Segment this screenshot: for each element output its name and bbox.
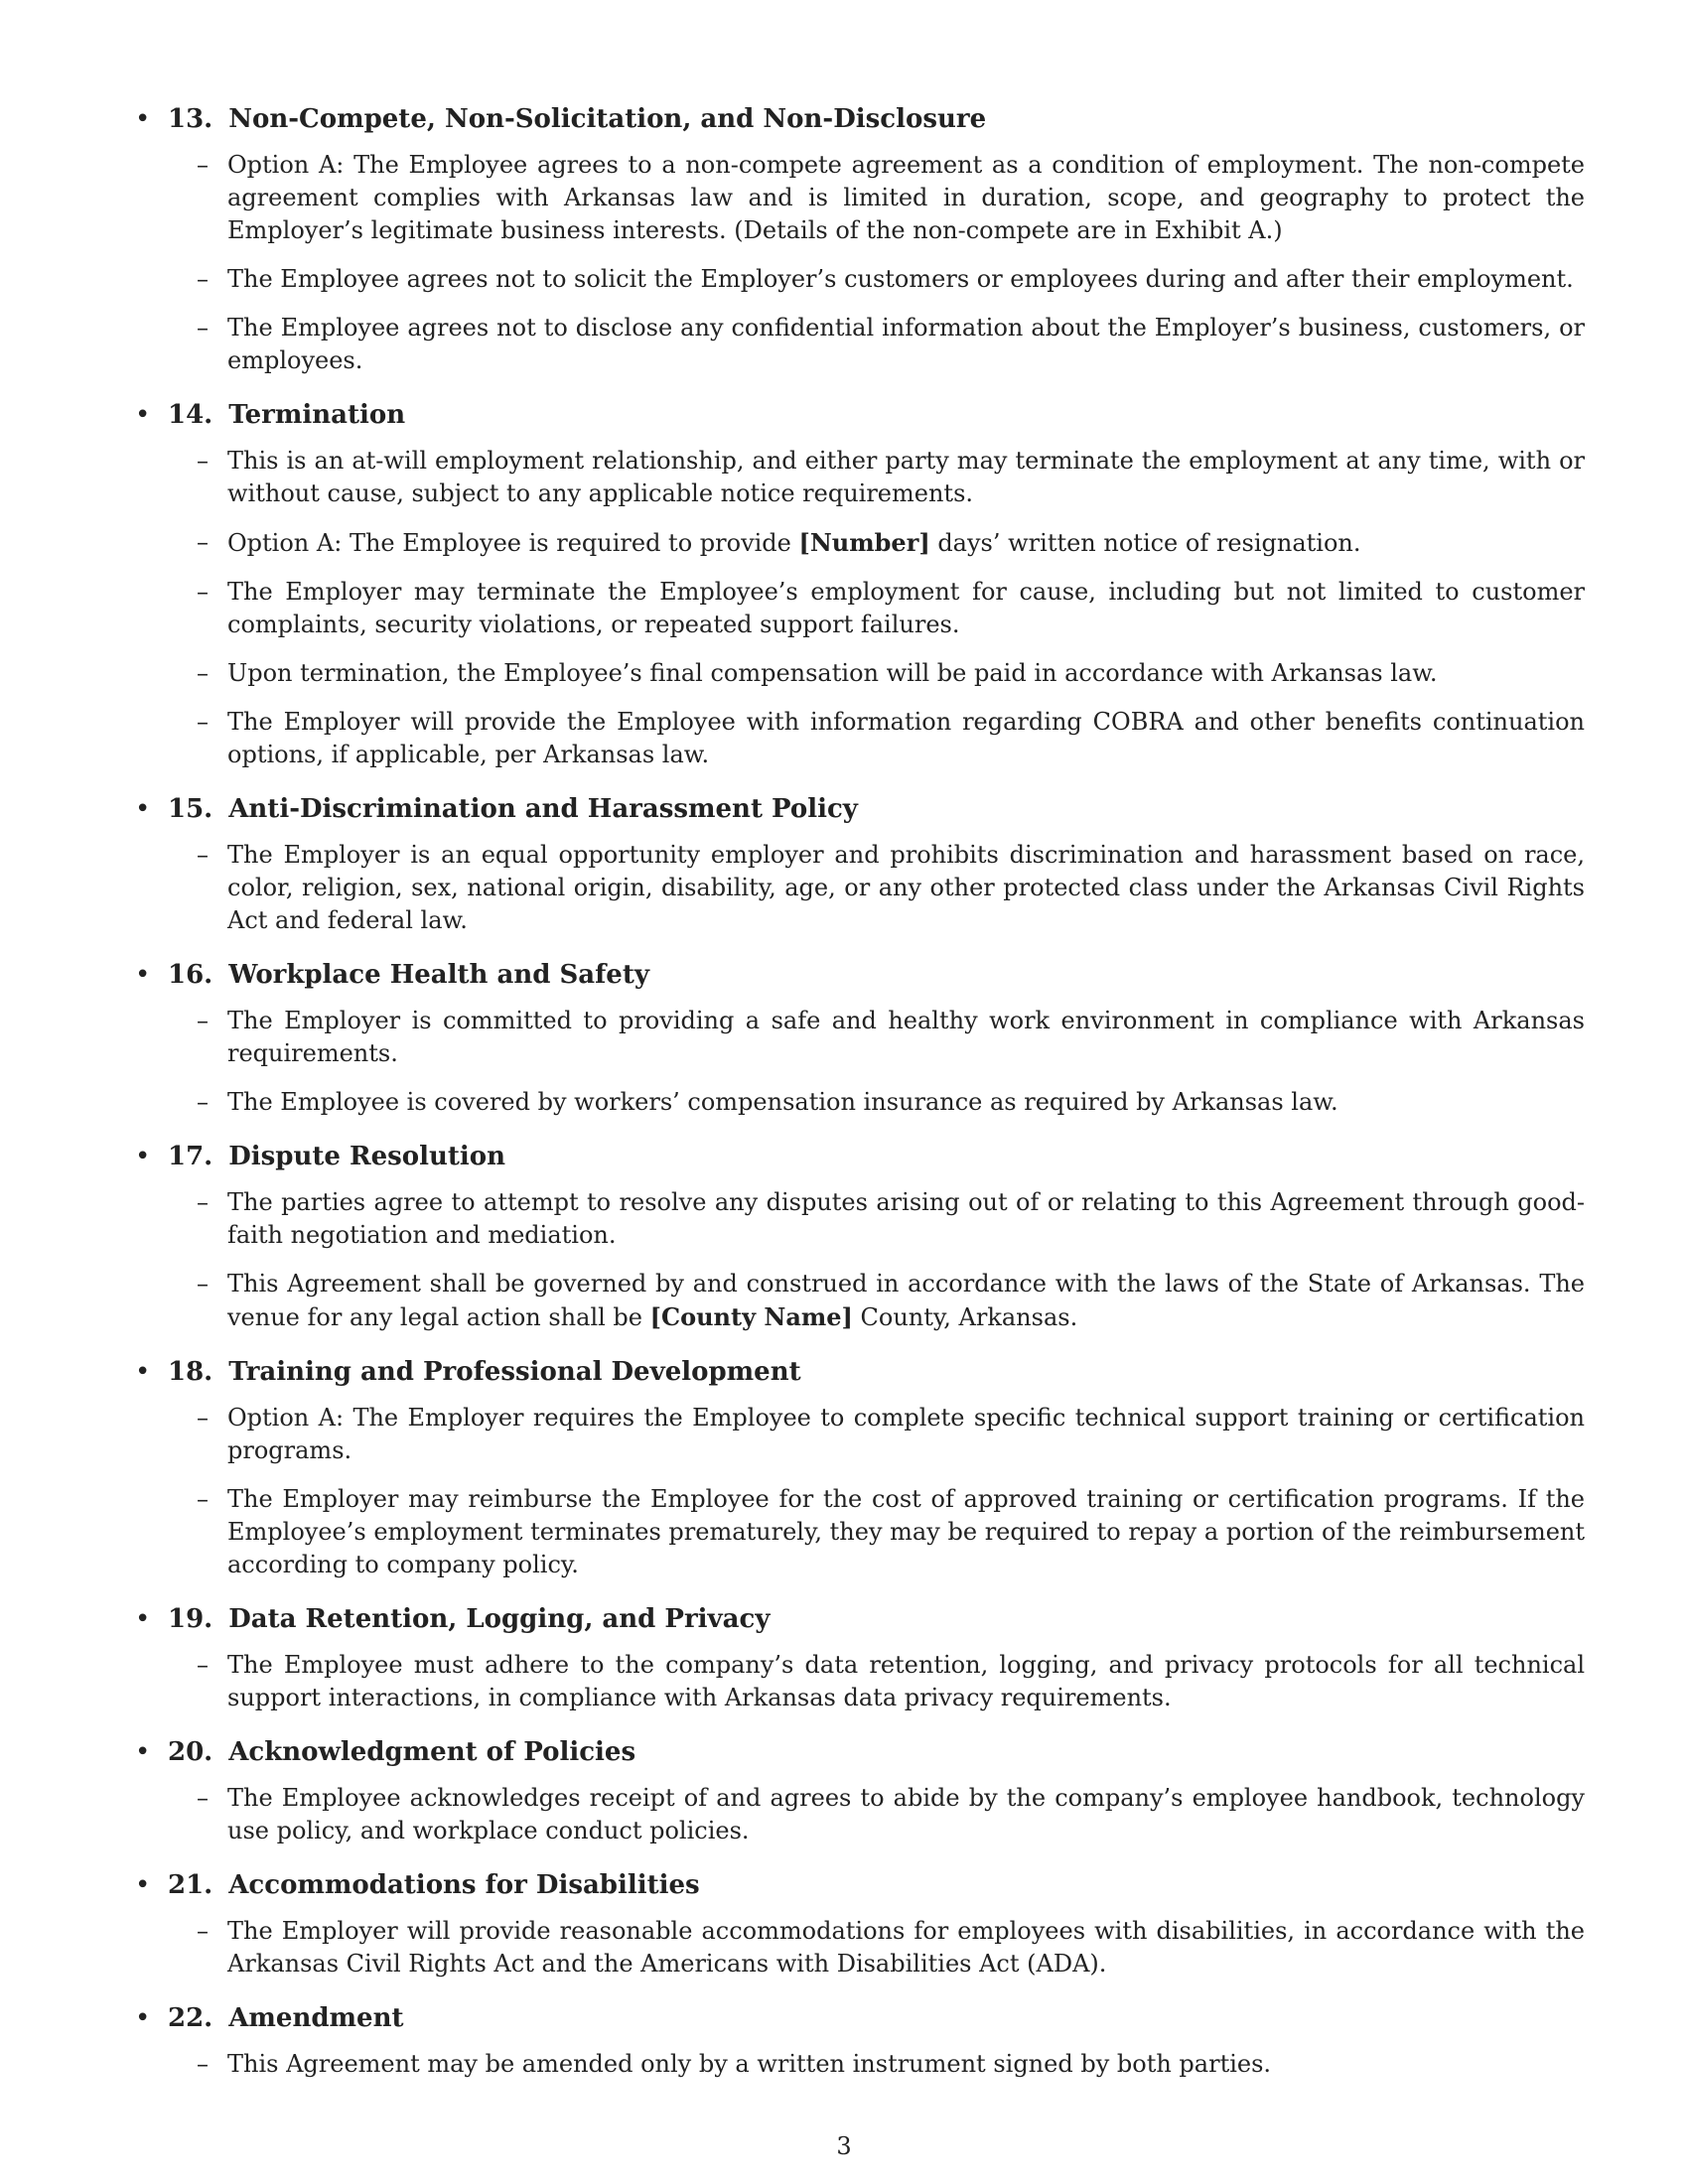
placeholder-field: [County Name]: [649, 1302, 853, 1331]
section-number: 22.: [168, 2003, 213, 2033]
section: [135, 1730, 1585, 1847]
clause-item: [135, 1483, 1585, 1581]
section-number: 13.: [168, 104, 213, 134]
clause-text: The Employer will provide the Employee with information regarding COBRA and other benefits continuation options, if applicable, per Arkansas law.: [227, 708, 1585, 768]
clause-text: Upon termination, the Employee’s final compensation will be paid in accordance with Arkansas law.: [227, 659, 1438, 687]
clause-item: [135, 1086, 1585, 1119]
clause-text: The Employer is an equal opportunity employer and prohibits discrimination and harassment based on race, color, religion, sex, national origin, disability, age, or any other protected class under the Arkansas Civil Rights Act and federal law.: [227, 841, 1585, 934]
dash-icon: –: [197, 1088, 209, 1116]
section-heading: [135, 97, 1585, 141]
dash-icon: –: [197, 2050, 209, 2078]
bullet-icon: •: [135, 794, 151, 824]
section-number: 19.: [168, 1604, 213, 1634]
clause-text: This is an at-will employment relationship, and either party may terminate the employment at any time, with or without cause, subject to any applicable notice requirements.: [227, 447, 1585, 507]
section: [135, 787, 1585, 937]
section-heading: [135, 393, 1585, 437]
section: [135, 1863, 1585, 1980]
section-title: Workplace Health and Safety: [228, 960, 649, 990]
clause-list: [135, 149, 1585, 377]
bullet-icon: •: [135, 1870, 151, 1900]
clause-list: [135, 445, 1585, 771]
clause-item: [135, 657, 1585, 690]
section-number: 21.: [168, 1870, 213, 1900]
section-heading: [135, 787, 1585, 831]
clause-list: [135, 839, 1585, 937]
clause-item: [135, 526, 1585, 560]
clause-text: The Employee is covered by workers’ compensation insurance as required by Arkansas law.: [227, 1088, 1338, 1116]
bullet-icon: •: [135, 1142, 151, 1171]
clause-item: [135, 2048, 1585, 2081]
bullet-icon: •: [135, 1357, 151, 1387]
section: [135, 393, 1585, 771]
section-title: Termination: [228, 400, 406, 430]
clause-text: Option A: The Employee is required to provide: [227, 529, 799, 557]
dash-icon: –: [197, 841, 209, 869]
section-number: 14.: [168, 400, 213, 430]
section-number: 20.: [168, 1737, 213, 1767]
clause-text: Option A: The Employee agrees to a non-compete agreement as a condition of employment. The non-compete agreement complies with Arkansas law and is limited in duration, scope, and geography to protect the Employer’s legitimate business interests. (Details of the non-compete are in Exhibit A.): [227, 151, 1585, 244]
clause-list: [135, 1915, 1585, 1980]
section: [135, 1350, 1585, 1581]
dash-icon: –: [197, 151, 209, 179]
dash-icon: –: [197, 1270, 209, 1297]
clause-item: [135, 149, 1585, 247]
section-heading: [135, 1135, 1585, 1178]
section-title: Data Retention, Logging, and Privacy: [228, 1604, 771, 1634]
bullet-icon: •: [135, 400, 151, 430]
page-number: 3: [836, 2132, 852, 2160]
clause-item: [135, 263, 1585, 296]
dash-icon: –: [197, 528, 209, 556]
section-title: Training and Professional Development: [228, 1357, 801, 1387]
clause-text: The Employee acknowledges receipt of and agrees to abide by the company’s employee handbook, technology use policy, and workplace conduct policies.: [227, 1784, 1585, 1844]
dash-icon: –: [197, 314, 209, 341]
section-title: Dispute Resolution: [228, 1142, 506, 1171]
section-heading: [135, 953, 1585, 997]
clause-item: [135, 1268, 1585, 1334]
clause-text: County, Arkansas.: [852, 1303, 1078, 1331]
dash-icon: –: [197, 265, 209, 293]
section: [135, 1135, 1585, 1334]
clause-item: [135, 576, 1585, 641]
dash-icon: –: [197, 578, 209, 606]
bullet-icon: •: [135, 104, 151, 134]
dash-icon: –: [197, 1485, 209, 1513]
clause-item: [135, 706, 1585, 771]
bullet-icon: •: [135, 960, 151, 990]
placeholder-field: [Number]: [798, 528, 930, 557]
clause-item: [135, 1402, 1585, 1467]
dash-icon: –: [197, 447, 209, 475]
section-heading: [135, 1730, 1585, 1774]
clause-list: [135, 2048, 1585, 2081]
dash-icon: –: [197, 659, 209, 687]
clause-text: days’ written notice of resignation.: [929, 529, 1361, 557]
dash-icon: –: [197, 1784, 209, 1812]
section-list: [135, 97, 1585, 2097]
bullet-icon: •: [135, 1604, 151, 1634]
section-heading: [135, 1863, 1585, 1907]
clause-item: [135, 1005, 1585, 1070]
clause-text: The Employee must adhere to the company’s data retention, logging, and privacy protocols for all technical support interactions, in compliance with Arkansas data privacy requirements.: [227, 1651, 1585, 1711]
dash-icon: –: [197, 708, 209, 736]
bullet-icon: •: [135, 1737, 151, 1767]
bullet-icon: •: [135, 2003, 151, 2033]
clause-list: [135, 1186, 1585, 1334]
clause-text: The Employer is committed to providing a safe and healthy work environment in compliance with Arkansas requirements.: [227, 1007, 1585, 1067]
section-title: Accommodations for Disabilities: [228, 1870, 700, 1900]
section-number: 16.: [168, 960, 213, 990]
clause-text: The parties agree to attempt to resolve any disputes arising out of or relating to this Agreement through good-faith negotiation and mediation.: [227, 1188, 1585, 1249]
section: [135, 1996, 1585, 2081]
clause-text: The Employee agrees not to disclose any confidential information about the Employer’s business, customers, or employees.: [227, 314, 1585, 374]
section: [135, 1597, 1585, 1714]
section-title: Anti-Discrimination and Harassment Policy: [228, 794, 858, 824]
clause-text: The Employer will provide reasonable accommodations for employees with disabilities, in accordance with the Arkansas Civil Rights Act and the Americans with Disabilities Act (ADA).: [227, 1917, 1585, 1978]
clause-text: This Agreement shall be governed by and construed in accordance with the laws of the State of Arkansas. The venue for any legal action shall be: [227, 1270, 1585, 1331]
clause-list: [135, 1782, 1585, 1847]
dash-icon: –: [197, 1188, 209, 1216]
clause-item: [135, 1915, 1585, 1980]
clause-text: The Employer may reimburse the Employee for the cost of approved training or certification programs. If the Employee’s employment terminates prematurely, they may be required to repay a portion of the reimbursement according to company policy.: [227, 1485, 1585, 1578]
clause-item: [135, 839, 1585, 937]
clause-item: [135, 312, 1585, 377]
section: [135, 97, 1585, 377]
dash-icon: –: [197, 1007, 209, 1034]
clause-list: [135, 1649, 1585, 1714]
section-heading: [135, 1350, 1585, 1394]
clause-item: [135, 445, 1585, 510]
section-title: Non-Compete, Non-Solicitation, and Non-Disclosure: [228, 104, 987, 134]
dash-icon: –: [197, 1404, 209, 1432]
clause-text: Option A: The Employer requires the Employee to complete specific technical support training or certification programs.: [227, 1404, 1585, 1464]
clause-list: [135, 1402, 1585, 1581]
clause-item: [135, 1186, 1585, 1252]
section-number: 17.: [168, 1142, 213, 1171]
dash-icon: –: [197, 1651, 209, 1679]
clause-text: This Agreement may be amended only by a written instrument signed by both parties.: [227, 2050, 1272, 2078]
dash-icon: –: [197, 1917, 209, 1945]
clause-list: [135, 1005, 1585, 1119]
section-title: Amendment: [228, 2003, 404, 2033]
clause-text: The Employee agrees not to solicit the Employer’s customers or employees during and after their employment.: [227, 265, 1574, 293]
clause-text: The Employer may terminate the Employee’s employment for cause, including but not limited to customer complaints, security violations, or repeated support failures.: [227, 578, 1585, 638]
section-heading: [135, 1996, 1585, 2040]
section-title: Acknowledgment of Policies: [228, 1737, 636, 1767]
section-heading: [135, 1597, 1585, 1641]
section: [135, 953, 1585, 1119]
section-number: 15.: [168, 794, 213, 824]
clause-item: [135, 1782, 1585, 1847]
section-number: 18.: [168, 1357, 213, 1387]
clause-item: [135, 1649, 1585, 1714]
